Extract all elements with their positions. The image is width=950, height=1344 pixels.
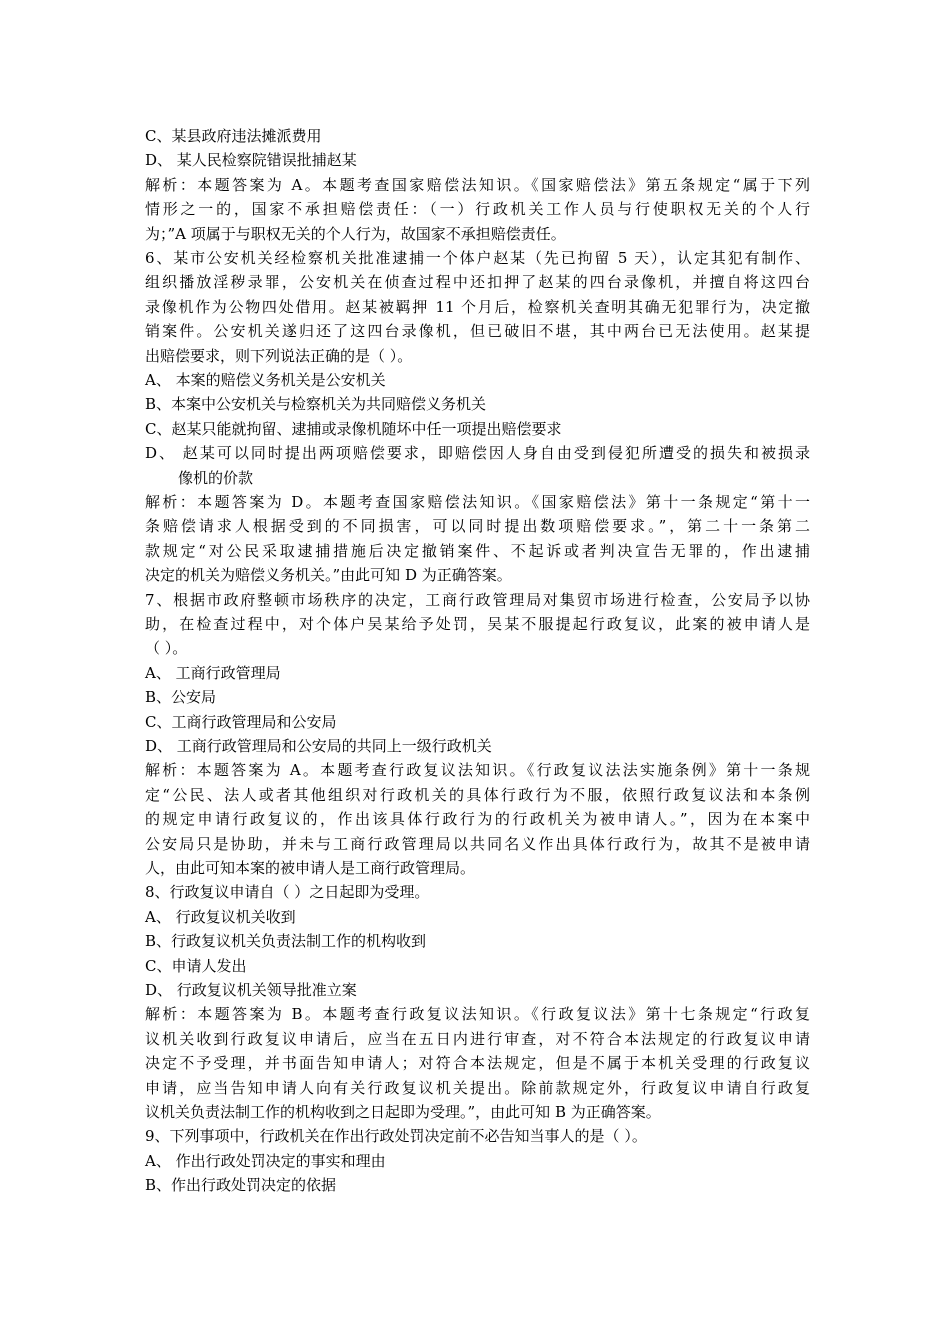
document-body	[145, 124, 810, 1198]
text-line: 8、行政复议申请自（ ）之日起即为受理。	[145, 883, 430, 902]
text-line: 情形之一的，国家不承担赔偿责任：（一）行政机关工作人员与行使职权无关的个人行	[145, 200, 810, 219]
text-line: D、 行政复议机关领导批准立案	[145, 980, 357, 999]
text-line: 解析：本题答案为 A。本题考查国家赔偿法知识。《国家赔偿法》第五条规定“属于下列	[145, 175, 810, 194]
text-line: A、 行政复议机关收到	[145, 907, 296, 926]
text-line: 组织播放淫秽录罪，公安机关在侦查过程中还扣押了赵某的四台录像机，并擅自将这四台	[145, 273, 810, 292]
text-line: B、行政复议机关负责法制工作的机构收到	[145, 932, 427, 951]
text-line: A、 本案的赔偿义务机关是公安机关	[145, 370, 386, 389]
text-line: 助，在检查过程中，对个体户吴某给予处罚，吴某不服提起行政复议，此案的被申请人是	[145, 614, 810, 633]
text-line: 9、下列事项中，行政机关在作出行政处罚决定前不必告知当事人的是（ ）。	[145, 1127, 647, 1146]
text-line: 为；”A 项属于与职权无关的个人行为，故国家不承担赔偿责任。	[145, 224, 566, 243]
text-line: 录像机作为公物四处借用。赵某被羁押 11 个月后，检察机关查明其确无犯罪行为，决定撤	[145, 297, 810, 316]
text-line: C、工商行政管理局和公安局	[145, 712, 337, 731]
text-line: A、 作出行政处罚决定的事实和理由	[145, 1151, 386, 1170]
text-line: 的规定申请行政复议的，作出该具体行政行为的行政机关为被申请人。”，因为在本案中	[145, 810, 810, 829]
text-line: 决定不予受理，并书面告知申请人；对符合本法规定，但是不属于本机关受理的行政复议	[145, 1054, 810, 1073]
text-line: （ ）。	[145, 639, 188, 658]
text-line: 出赔偿要求，则下列说法正确的是（ ）。	[145, 346, 413, 365]
text-line: C、某县政府违法摊派费用	[145, 127, 322, 145]
text-line: 人，由此可知本案的被申请人是工商行政管理局。	[145, 858, 476, 877]
text-line: B、作出行政处罚决定的依据	[145, 1176, 337, 1195]
text-line: 6、某市公安机关经检察机关批准逮捕一个体户赵某（先已拘留 5 天），认定其犯有制作、	[145, 249, 810, 267]
text-line: B、本案中公安机关与检察机关为共同赔偿义务机关	[145, 395, 487, 414]
text-line: 定“公民、法人或者其他组织对行政机关的具体行政行为不服，依照行政复议法和本条例	[145, 785, 810, 804]
text-line: D、 工商行政管理局和公安局的共同上一级行政机关	[145, 736, 492, 755]
text-line: 像机的价款	[178, 468, 254, 487]
text-line: 公安局只是协助，并未与工商行政管理局以共同名义作出具体行政行为，故其不是被申请	[145, 834, 810, 853]
text-line: A、 工商行政管理局	[145, 663, 281, 682]
text-line: C、赵某只能就拘留、逮捕或录像机随坏中任一项提出赔偿要求	[145, 419, 562, 438]
text-line: 解析：本题答案为 D。本题考查国家赔偿法知识。《国家赔偿法》第十一条规定“第十一	[145, 492, 810, 511]
text-line: 7、根据市政府整顿市场秩序的决定，工商行政管理局对集贸市场进行检查，公安局予以协	[145, 590, 810, 609]
text-line: D、 某人民检察院错误批捕赵某	[145, 151, 357, 170]
text-line: 解析：本题答案为 B。本题考查行政复议法知识。《行政复议法》第十七条规定“行政复	[145, 1005, 810, 1024]
text-line: 议机关负责法制工作的机构收到之日起即为受理。”，由此可知 B 为正确答案。	[145, 1102, 661, 1121]
text-line: 申请，应当告知申请人向有关行政复议机关提出。除前款规定外，行政复议申请自行政复	[145, 1078, 810, 1097]
text-line: 条赔偿请求人根据受到的不同损害，可以同时提出数项赔偿要求。”，第二十一条第二	[145, 517, 810, 536]
text-line: 决定的机关为赔偿义务机关。”由此可知 D 为正确答案。	[145, 566, 512, 585]
text-line: 款规定“对公民采取逮捕措施后决定撤销案件、不起诉或者判决宣告无罪的，作出逮捕	[145, 541, 810, 560]
text-line: 解析：本题答案为 A。本题考查行政复议法知识。《行政复议法法实施条例》第十一条规	[145, 761, 810, 780]
text-line: 销案件。公安机关遂归还了这四台录像机，但已破旧不堪，其中两台已无法使用。赵某提	[145, 322, 810, 341]
text-line: B、公安局	[145, 688, 217, 707]
text-line: 议机关收到行政复议申请后，应当在五日内进行审查，对不符合本法规定的行政复议申请	[145, 1029, 810, 1048]
text-line: D、 赵某可以同时提出两项赔偿要求，即赔偿因人身自由受到侵犯所遭受的损失和被损录	[145, 444, 810, 463]
text-line: C、申请人发出	[145, 956, 247, 975]
